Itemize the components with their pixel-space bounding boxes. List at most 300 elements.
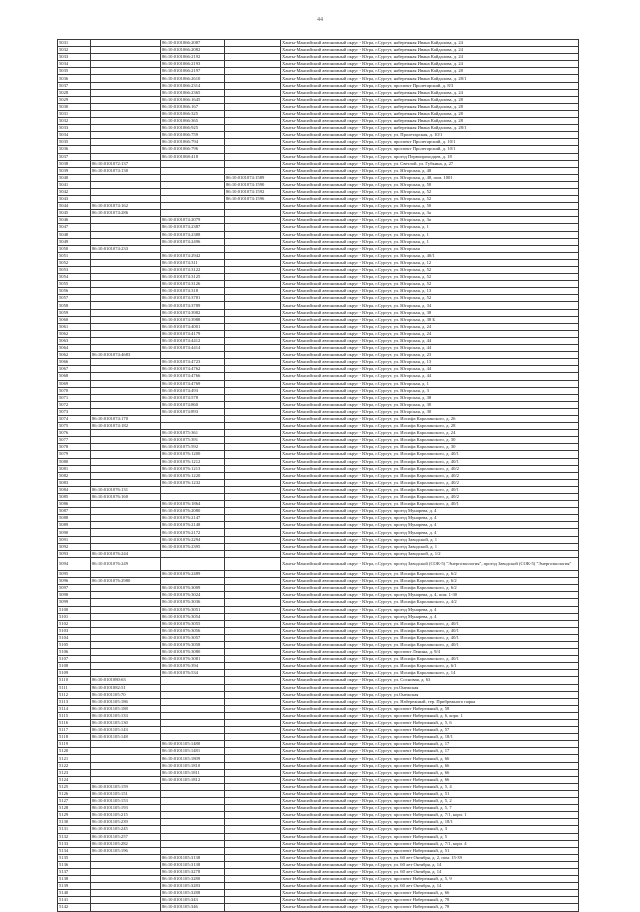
row-number-cell: 5088 (58, 515, 91, 522)
premises-cadastral-cell (225, 868, 281, 875)
row-number-cell: 5086 (58, 501, 91, 508)
address-cell: Ханты-Мансийский автономный округ - Югра, г.Сургут, проспект Набережный, д. 3 (281, 826, 579, 833)
row-number-cell: 5101 (58, 613, 91, 620)
table-row (58, 458, 579, 465)
row-number-cell: 5105 (58, 641, 91, 648)
premises-cadastral-cell (225, 401, 281, 408)
table-row (58, 153, 579, 160)
table-row (58, 245, 579, 252)
table-row (58, 132, 579, 139)
row-number-cell: 5078 (58, 444, 91, 451)
land-parcel-cadastral-cell (91, 103, 161, 110)
building-cadastral-cell: 86:10:0101076:3081 (161, 656, 225, 663)
address-cell: Ханты-Мансийский автономный округ - Югра, г.Сургут, ул. Иосифа Каролинского, д. 40/1 (281, 620, 579, 627)
land-parcel-cadastral-cell (91, 755, 161, 762)
table-row (58, 181, 579, 188)
table-row (58, 592, 579, 599)
land-parcel-cadastral-cell (91, 75, 161, 82)
land-parcel-cadastral-cell (91, 132, 161, 139)
building-cadastral-cell: 86:10:0101076:1232 (161, 479, 225, 486)
address-cell: Ханты-Мансийский автономный округ - Югра, г.Сургут, проспект Набережный, д. 5, 2 (281, 798, 579, 805)
row-number-cell: 5132 (58, 833, 91, 840)
building-cadastral-cell: 86:10:0101074:3988 (161, 316, 225, 323)
premises-cadastral-cell (225, 259, 281, 266)
building-cadastral-cell: 86:10:0101105:1481 (161, 748, 225, 755)
premises-cadastral-cell (225, 550, 281, 557)
land-parcel-cadastral-cell (91, 430, 161, 437)
address-cell: Ханты-Мансийский автономный округ - Югра, г.Сургут, проспект Пролетарский, д. 10/1 (281, 146, 579, 153)
premises-cadastral-cell (225, 479, 281, 486)
building-cadastral-cell: 86:10:0101076:2294 (161, 536, 225, 543)
building-cadastral-cell: 86:10:0101066:325 (161, 110, 225, 117)
premises-cadastral-cell (225, 776, 281, 783)
premises-cadastral-cell (225, 783, 281, 790)
table-row (58, 741, 579, 748)
row-number-cell: 5084 (58, 486, 91, 493)
premises-cadastral-cell (225, 641, 281, 648)
row-number-cell: 5092 (58, 543, 91, 550)
row-number-cell: 5093 (58, 550, 91, 557)
table-row (58, 479, 579, 486)
land-parcel-cadastral-cell: 86:10:0101105:153 (91, 798, 161, 805)
land-parcel-cadastral-cell: 86:10:0101105:70 (91, 691, 161, 698)
land-parcel-cadastral-cell (91, 890, 161, 897)
land-parcel-cadastral-cell (91, 118, 161, 125)
premises-cadastral-cell (225, 741, 281, 748)
row-number-cell: 5140 (58, 890, 91, 897)
table-row (58, 408, 579, 415)
building-cadastral-cell (161, 160, 225, 167)
building-cadastral-cell (161, 203, 225, 210)
table-row (58, 352, 579, 359)
premises-cadastral-cell (225, 373, 281, 380)
address-cell: Ханты-Мансийский автономный округ - Югра, г.Сургут, ул. Югорская, д. 3а (281, 210, 579, 217)
table-row (58, 522, 579, 529)
land-parcel-cadastral-cell (91, 96, 161, 103)
premises-cadastral-cell (225, 323, 281, 330)
building-cadastral-cell: 86:10:0101074:578 (161, 394, 225, 401)
land-parcel-cadastral-cell (91, 40, 161, 47)
premises-cadastral-cell (225, 897, 281, 904)
land-parcel-cadastral-cell (91, 125, 161, 132)
row-number-cell: 5031 (58, 110, 91, 117)
building-cadastral-cell: 86:10:0101074:2387 (161, 224, 225, 231)
premises-cadastral-cell (225, 110, 281, 117)
building-cadastral-cell: 86:10:0101066:925 (161, 125, 225, 132)
address-cell: Ханты-Мансийский автономный округ - Югра, г.Сургут, ул. Югорская, д. 24 (281, 323, 579, 330)
table-row (58, 394, 579, 401)
building-cadastral-cell: 86:10:0101066:1645 (161, 96, 225, 103)
building-cadastral-cell (161, 790, 225, 797)
row-number-cell: 5043 (58, 196, 91, 203)
address-cell: Ханты-Мансийский автономный округ - Югра, г.Сургут, проспект Набережный, д. 7/1, корп. 1 (281, 812, 579, 819)
premises-cadastral-cell (225, 359, 281, 366)
table-row (58, 68, 579, 75)
address-cell: Ханты-Мансийский автономный округ - Югра, г.Сургут, ул. Югорская, д. 13 (281, 359, 579, 366)
premises-cadastral-cell: 86:10:0101074:1590 (225, 181, 281, 188)
address-cell: Ханты-Мансийский автономный округ - Югра, г.Сургут, ул. Югорская, д. 12 (281, 259, 579, 266)
building-cadastral-cell: 86:10:0101066:794 (161, 139, 225, 146)
table-row (58, 231, 579, 238)
building-cadastral-cell: 86:10:0101076:3009 (161, 585, 225, 592)
page-number: 44 (317, 17, 323, 23)
row-number-cell: 5056 (58, 288, 91, 295)
premises-cadastral-cell (225, 812, 281, 819)
address-cell: Ханты-Мансийский автономный округ - Югра, г.Сургут, проспект Набережный, д. 6, корп. 1 (281, 712, 579, 719)
premises-cadastral-cell (225, 840, 281, 847)
address-cell: Ханты-Мансийский автономный округ - Югра, г.Сургут, ул. Иосифа Каролинского, д. 26 (281, 415, 579, 422)
row-number-cell: 5109 (58, 670, 91, 677)
row-number-cell: 5073 (58, 408, 91, 415)
building-cadastral-cell (161, 167, 225, 174)
land-parcel-cadastral-cell (91, 259, 161, 266)
row-number-cell: 5039 (58, 167, 91, 174)
building-cadastral-cell: 86:10:0101105:1480 (161, 741, 225, 748)
table-row (58, 861, 579, 868)
land-parcel-cadastral-cell (91, 217, 161, 224)
land-parcel-cadastral-cell: 86:10:0101076:131 (91, 486, 161, 493)
building-cadastral-cell: 86:10:0101076:3051 (161, 606, 225, 613)
building-cadastral-cell (161, 833, 225, 840)
row-number-cell: 5047 (58, 224, 91, 231)
premises-cadastral-cell: 86:10:0101074:1589 (225, 174, 281, 181)
building-cadastral-cell: 86:10:0101074:3126 (161, 281, 225, 288)
building-cadastral-cell: 86:10:0101076:3055 (161, 620, 225, 627)
building-cadastral-cell: 86:10:0101066:167 (161, 103, 225, 110)
row-number-cell: 5037 (58, 82, 91, 89)
land-parcel-cadastral-cell (91, 394, 161, 401)
building-cadastral-cell: 86:10:0101074:3789 (161, 302, 225, 309)
table-row (58, 783, 579, 790)
premises-cadastral-cell (225, 627, 281, 634)
premises-cadastral-cell (225, 819, 281, 826)
building-cadastral-cell: 86:10:0101074:2079 (161, 217, 225, 224)
building-cadastral-cell: 86:10:0101066:2192 (161, 54, 225, 61)
premises-cadastral-cell (225, 748, 281, 755)
building-cadastral-cell: 86:10:0101066:759 (161, 132, 225, 139)
address-cell: Ханты-Мансийский автономный округ - Югра, г.Сургут, ул. Югорская, д. 52 (281, 274, 579, 281)
address-cell: Ханты-Мансийский автономный округ - Югра, г.Сургут, ул. Югорская, д. 1 (281, 238, 579, 245)
table-row (58, 819, 579, 826)
row-number-cell: 5142 (58, 904, 91, 911)
building-cadastral-cell (161, 705, 225, 712)
row-number-cell: 5077 (58, 437, 91, 444)
building-cadastral-cell (161, 819, 225, 826)
row-number-cell: 5089 (58, 522, 91, 529)
land-parcel-cadastral-cell (91, 316, 161, 323)
premises-cadastral-cell (225, 634, 281, 641)
address-cell: Ханты-Мансийский автономный округ - Югра, г.Сургут, ул. 60 лет Октября, д. 14 (281, 861, 579, 868)
address-cell: Ханты-Мансийский автономный округ - Югра, г.Сургут, ул. Иосифа Каролинского, д. 40/1 (281, 656, 579, 663)
land-parcel-cadastral-cell (91, 345, 161, 352)
table-row (58, 805, 579, 812)
table-row (58, 494, 579, 501)
address-cell: Ханты-Мансийский автономный округ - Югра, г.Сургут, ул. Иосифа Каролинского, д. 28 (281, 423, 579, 430)
row-number-cell: 5058 (58, 302, 91, 309)
address-cell: Ханты-Мансийский автономный округ - Югра, г.Сургут, проспект Набережный, д. 7/1, корп. 4 (281, 840, 579, 847)
address-cell: Ханты-Мансийский автономный округ - Югра, г.Сургут, ул. Югорская, д. 50 (281, 203, 579, 210)
building-cadastral-cell (161, 847, 225, 854)
building-cadastral-cell: 86:10:0101076:2395 (161, 543, 225, 550)
premises-cadastral-cell (225, 302, 281, 309)
registry-table-body (58, 40, 579, 912)
address-cell: Ханты-Мансийский автономный округ - Югра, г.Сургут, проспект Набережный, д. 78 (281, 897, 579, 904)
row-number-cell: 5035 (58, 68, 91, 75)
land-parcel-cadastral-cell (91, 762, 161, 769)
building-cadastral-cell: 86:10:0101074:4769 (161, 380, 225, 387)
address-cell: Ханты-Мансийский автономный округ - Югра, г.Сургут, проезд Мунарева, д. 4 (281, 515, 579, 522)
row-number-cell: 5135 (58, 854, 91, 861)
address-cell: Ханты-Мансийский автономный округ - Югра, г.Сургут, ул. Светлой, ул. Губкина, д. 27 (281, 160, 579, 167)
address-cell: Ханты-Мансийский автономный округ - Югра, г.Сургут, ул.Онежская (281, 691, 579, 698)
building-cadastral-cell: 86:10:0101066:2610 (161, 75, 225, 82)
row-number-cell: 5137 (58, 868, 91, 875)
row-number-cell: 5034 (58, 132, 91, 139)
row-number-cell: 5042 (58, 188, 91, 195)
premises-cadastral-cell (225, 854, 281, 861)
row-number-cell: 5067 (58, 366, 91, 373)
table-row (58, 203, 579, 210)
table-row (58, 776, 579, 783)
table-row (58, 103, 579, 110)
premises-cadastral-cell (225, 861, 281, 868)
building-cadastral-cell (161, 712, 225, 719)
premises-cadastral-cell (225, 762, 281, 769)
address-cell: Ханты-Мансийский автономный округ - Югра, г.Сургут, набережная Ивана Кайдалова, д. 28 (281, 118, 579, 125)
building-cadastral-cell: 86:10:0101066:2314 (161, 82, 225, 89)
land-parcel-cadastral-cell (91, 267, 161, 274)
address-cell: Ханты-Мансийский автономный округ - Югра, г.Сургут, проезд Заводской, д. 1 (281, 536, 579, 543)
premises-cadastral-cell (225, 231, 281, 238)
premises-cadastral-cell (225, 352, 281, 359)
address-cell: Ханты-Мансийский автономный округ - Югра, г.Сургут, ул. Иосифа Каролинского, д. 40/2 (281, 465, 579, 472)
building-cadastral-cell: 86:10:0101074:4001 (161, 323, 225, 330)
table-row (58, 890, 579, 897)
address-cell: Ханты-Мансийский автономный округ - Югра, г.Сургут, набережная Ивана Кайдалова, д. 28 (281, 103, 579, 110)
building-cadastral-cell: 86:10:0101074:4766 (161, 373, 225, 380)
table-row (58, 734, 579, 741)
row-number-cell: 5044 (58, 203, 91, 210)
table-row (58, 904, 579, 911)
row-number-cell: 5118 (58, 734, 91, 741)
row-number-cell: 5048 (58, 231, 91, 238)
building-cadastral-cell: 86:10:0101074:893 (161, 408, 225, 415)
row-number-cell: 5066 (58, 359, 91, 366)
row-number-cell: 5040 (58, 174, 91, 181)
building-cadastral-cell: 86:10:0101076:3058 (161, 641, 225, 648)
premises-cadastral-cell (225, 394, 281, 401)
land-parcel-cadastral-cell: 86:10:0101082:51 (91, 684, 161, 691)
address-cell: Ханты-Мансийский автономный округ - Югра, г.Сургут, ул. Иосифа Каролинского, д. 40/1 (281, 634, 579, 641)
address-cell: Ханты-Мансийский автономный округ - Югра, г.Сургут, ул. Югорская, д. 38 Б (281, 316, 579, 323)
row-number-cell: 5081 (58, 465, 91, 472)
row-number-cell: 5032 (58, 118, 91, 125)
premises-cadastral-cell (225, 677, 281, 684)
land-parcel-cadastral-cell (91, 670, 161, 677)
building-cadastral-cell: 86:10:0101105:343 (161, 897, 225, 904)
address-cell: Ханты-Мансийский автономный округ - Югра, г.Сургут, ул. Югорская, д. 48 (281, 167, 579, 174)
land-parcel-cadastral-cell (91, 649, 161, 656)
building-cadastral-cell: 86:10:0101074:3122 (161, 267, 225, 274)
land-parcel-cadastral-cell (91, 366, 161, 373)
row-number-cell: 5029 (58, 96, 91, 103)
land-parcel-cadastral-cell: 86:10:0101105:282 (91, 840, 161, 847)
address-cell: Ханты-Мансийский автономный округ - Югра, г.Сургут, проспект Набережный, д. 5 (281, 833, 579, 840)
land-parcel-cadastral-cell: 86:10:0101105:215 (91, 812, 161, 819)
table-row (58, 833, 579, 840)
land-parcel-cadastral-cell: 86:10:0101105:130 (91, 720, 161, 727)
address-cell: Ханты-Мансийский автономный округ - Югра, г.Сургут, проспект Набережный, д. 66 (281, 890, 579, 897)
building-cadastral-cell: 86:10:0101066:2087 (161, 40, 225, 47)
building-cadastral-cell: 86:10:0101066:796 (161, 146, 225, 153)
address-cell: Ханты-Мансийский автономный округ - Югра, г.Сургут, проспект Набережный, д. 5, 6 (281, 720, 579, 727)
land-parcel-cadastral-cell (91, 89, 161, 96)
premises-cadastral-cell (225, 543, 281, 550)
land-parcel-cadastral-cell: 86:10:0101074:286 (91, 210, 161, 217)
table-row (58, 75, 579, 82)
premises-cadastral-cell (225, 245, 281, 252)
table-row (58, 876, 579, 883)
table-row (58, 854, 579, 861)
table-row (58, 259, 579, 266)
row-number-cell: 5072 (58, 401, 91, 408)
table-row (58, 712, 579, 719)
land-parcel-cadastral-cell (91, 337, 161, 344)
table-row (58, 691, 579, 698)
building-cadastral-cell (161, 734, 225, 741)
land-parcel-cadastral-cell (91, 641, 161, 648)
premises-cadastral-cell (225, 274, 281, 281)
address-cell: Ханты-Мансийский автономный округ - Югра, г.Сургут, набережная Ивана Кайдалова, д. 28 (281, 68, 579, 75)
premises-cadastral-cell: 86:10:0101074:1596 (225, 196, 281, 203)
premises-cadastral-cell (225, 444, 281, 451)
table-row (58, 451, 579, 458)
table-row (58, 323, 579, 330)
land-parcel-cadastral-cell (91, 868, 161, 875)
address-cell: Ханты-Мансийский автономный округ - Югра, г.Сургут, проспект Пролетарский, д. 10/1 (281, 139, 579, 146)
land-parcel-cadastral-cell: 86:10:0101105:257 (91, 833, 161, 840)
land-parcel-cadastral-cell (91, 82, 161, 89)
land-parcel-cadastral-cell (91, 174, 161, 181)
premises-cadastral-cell (225, 522, 281, 529)
premises-cadastral-cell (225, 337, 281, 344)
premises-cadastral-cell (225, 47, 281, 54)
address-cell: Ханты-Мансийский автономный округ - Югра, г.Сургут, ул. Югорская, д. 24 (281, 330, 579, 337)
row-number-cell: 5034 (58, 61, 91, 68)
row-number-cell: 5030 (58, 103, 91, 110)
building-cadastral-cell (161, 727, 225, 734)
land-parcel-cadastral-cell (91, 897, 161, 904)
row-number-cell: 5122 (58, 762, 91, 769)
row-number-cell: 5070 (58, 387, 91, 394)
address-cell: Ханты-Мансийский автономный округ - Югра, г.Сургут, проспект Набережный, д. 5, 4 (281, 783, 579, 790)
address-cell: Ханты-Мансийский автономный округ - Югра, г.Сургут, ул. Югорская, д. 3а (281, 217, 579, 224)
row-number-cell: 5036 (58, 75, 91, 82)
premises-cadastral-cell (225, 890, 281, 897)
building-cadastral-cell (161, 174, 225, 181)
table-row (58, 174, 579, 181)
address-cell: Ханты-Мансийский автономный округ - Югра, г.Сургут, ул. 60 лет Октября, д. 14 (281, 868, 579, 875)
land-parcel-cadastral-cell: 86:10:0101105:188 (91, 705, 161, 712)
table-row (58, 337, 579, 344)
row-number-cell: 5071 (58, 394, 91, 401)
building-cadastral-cell (161, 557, 225, 570)
premises-cadastral-cell (225, 54, 281, 61)
building-cadastral-cell: 86:10:0101066:2197 (161, 68, 225, 75)
row-number-cell: 5046 (58, 217, 91, 224)
row-number-cell: 5116 (58, 720, 91, 727)
land-parcel-cadastral-cell (91, 458, 161, 465)
building-cadastral-cell (161, 783, 225, 790)
address-cell: Ханты-Мансийский автономный округ - Югра, г.Сургут, ул. 60 лет Октября, д. 14 (281, 883, 579, 890)
building-cadastral-cell (161, 805, 225, 812)
land-parcel-cadastral-cell (91, 444, 161, 451)
address-cell: Ханты-Мансийский автономный округ - Югра, г.Сургут, ул. Иосифа Каролинского, д. 6/1 (281, 663, 579, 670)
premises-cadastral-cell (225, 103, 281, 110)
table-row (58, 727, 579, 734)
premises-cadastral-cell (225, 727, 281, 734)
land-parcel-cadastral-cell (91, 380, 161, 387)
premises-cadastral-cell (225, 578, 281, 585)
row-number-cell: 5033 (58, 54, 91, 61)
row-number-cell: 5095 (58, 571, 91, 578)
table-row (58, 529, 579, 536)
table-row (58, 423, 579, 430)
building-cadastral-cell: 86:10:0101105:1811 (161, 769, 225, 776)
address-cell: Ханты-Мансийский автономный округ - Югра, г.Сургут, проспект Набережный, д. 66 (281, 769, 579, 776)
premises-cadastral-cell (225, 663, 281, 670)
address-cell: Ханты-Мансийский автономный округ - Югра, г.Сургут, ул. Югорская, д. 52 (281, 188, 579, 195)
building-cadastral-cell: 86:10:0101075:592 (161, 444, 225, 451)
address-cell: Ханты-Мансийский автономный округ - Югра, г.Сургут, набережная Ивана Кайдалова, д. 24 (281, 61, 579, 68)
table-row (58, 415, 579, 422)
building-cadastral-cell (161, 840, 225, 847)
address-cell: Ханты-Мансийский автономный округ - Югра, г.Сургут, ул. Иосифа Каролинского, д. 6/2 (281, 571, 579, 578)
premises-cadastral-cell (225, 295, 281, 302)
building-cadastral-cell: 86:10:0101074:311 (161, 259, 225, 266)
premises-cadastral-cell (225, 501, 281, 508)
address-cell: Ханты-Мансийский автономный округ - Югра, г.Сургут, ул. Югорская, д. 38 (281, 394, 579, 401)
land-parcel-cadastral-cell (91, 876, 161, 883)
row-number-cell: 5038 (58, 160, 91, 167)
table-row (58, 798, 579, 805)
land-parcel-cadastral-cell (91, 571, 161, 578)
building-cadastral-cell (161, 798, 225, 805)
premises-cadastral-cell (225, 734, 281, 741)
table-row (58, 536, 579, 543)
premises-cadastral-cell (225, 387, 281, 394)
premises-cadastral-cell (225, 656, 281, 663)
building-cadastral-cell (161, 196, 225, 203)
address-cell: Ханты-Мансийский автономный округ - Югра, г.Сургут, ул. Иосифа Каролинского, д. 40/1 (281, 486, 579, 493)
address-cell: Ханты-Мансийский автономный округ - Югра, г.Сургут, ул. Югорская, д. 13 (281, 288, 579, 295)
building-cadastral-cell: 86:10:0101076:3057 (161, 634, 225, 641)
premises-cadastral-cell (225, 75, 281, 82)
building-cadastral-cell (161, 486, 225, 493)
row-number-cell: 5074 (58, 415, 91, 422)
address-cell: Ханты-Мансийский автономный округ - Югра, г.Сургут, ул. Иосифа Каролинского, д. 30 (281, 444, 579, 451)
address-cell: Ханты-Мансийский автономный округ - Югра, г.Сургут, ул. Югорская, д. 30 (281, 401, 579, 408)
land-parcel-cadastral-cell (91, 309, 161, 316)
premises-cadastral-cell (225, 451, 281, 458)
premises-cadastral-cell (225, 508, 281, 515)
land-parcel-cadastral-cell: 86:10:0101105:186 (91, 698, 161, 705)
premises-cadastral-cell (225, 613, 281, 620)
premises-cadastral-cell (225, 309, 281, 316)
address-cell: Ханты-Мансийский автономный округ - Югра, г.Сургут, проспект Набережный, д. 17 (281, 748, 579, 755)
table-row (58, 762, 579, 769)
row-number-cell: 5090 (58, 529, 91, 536)
